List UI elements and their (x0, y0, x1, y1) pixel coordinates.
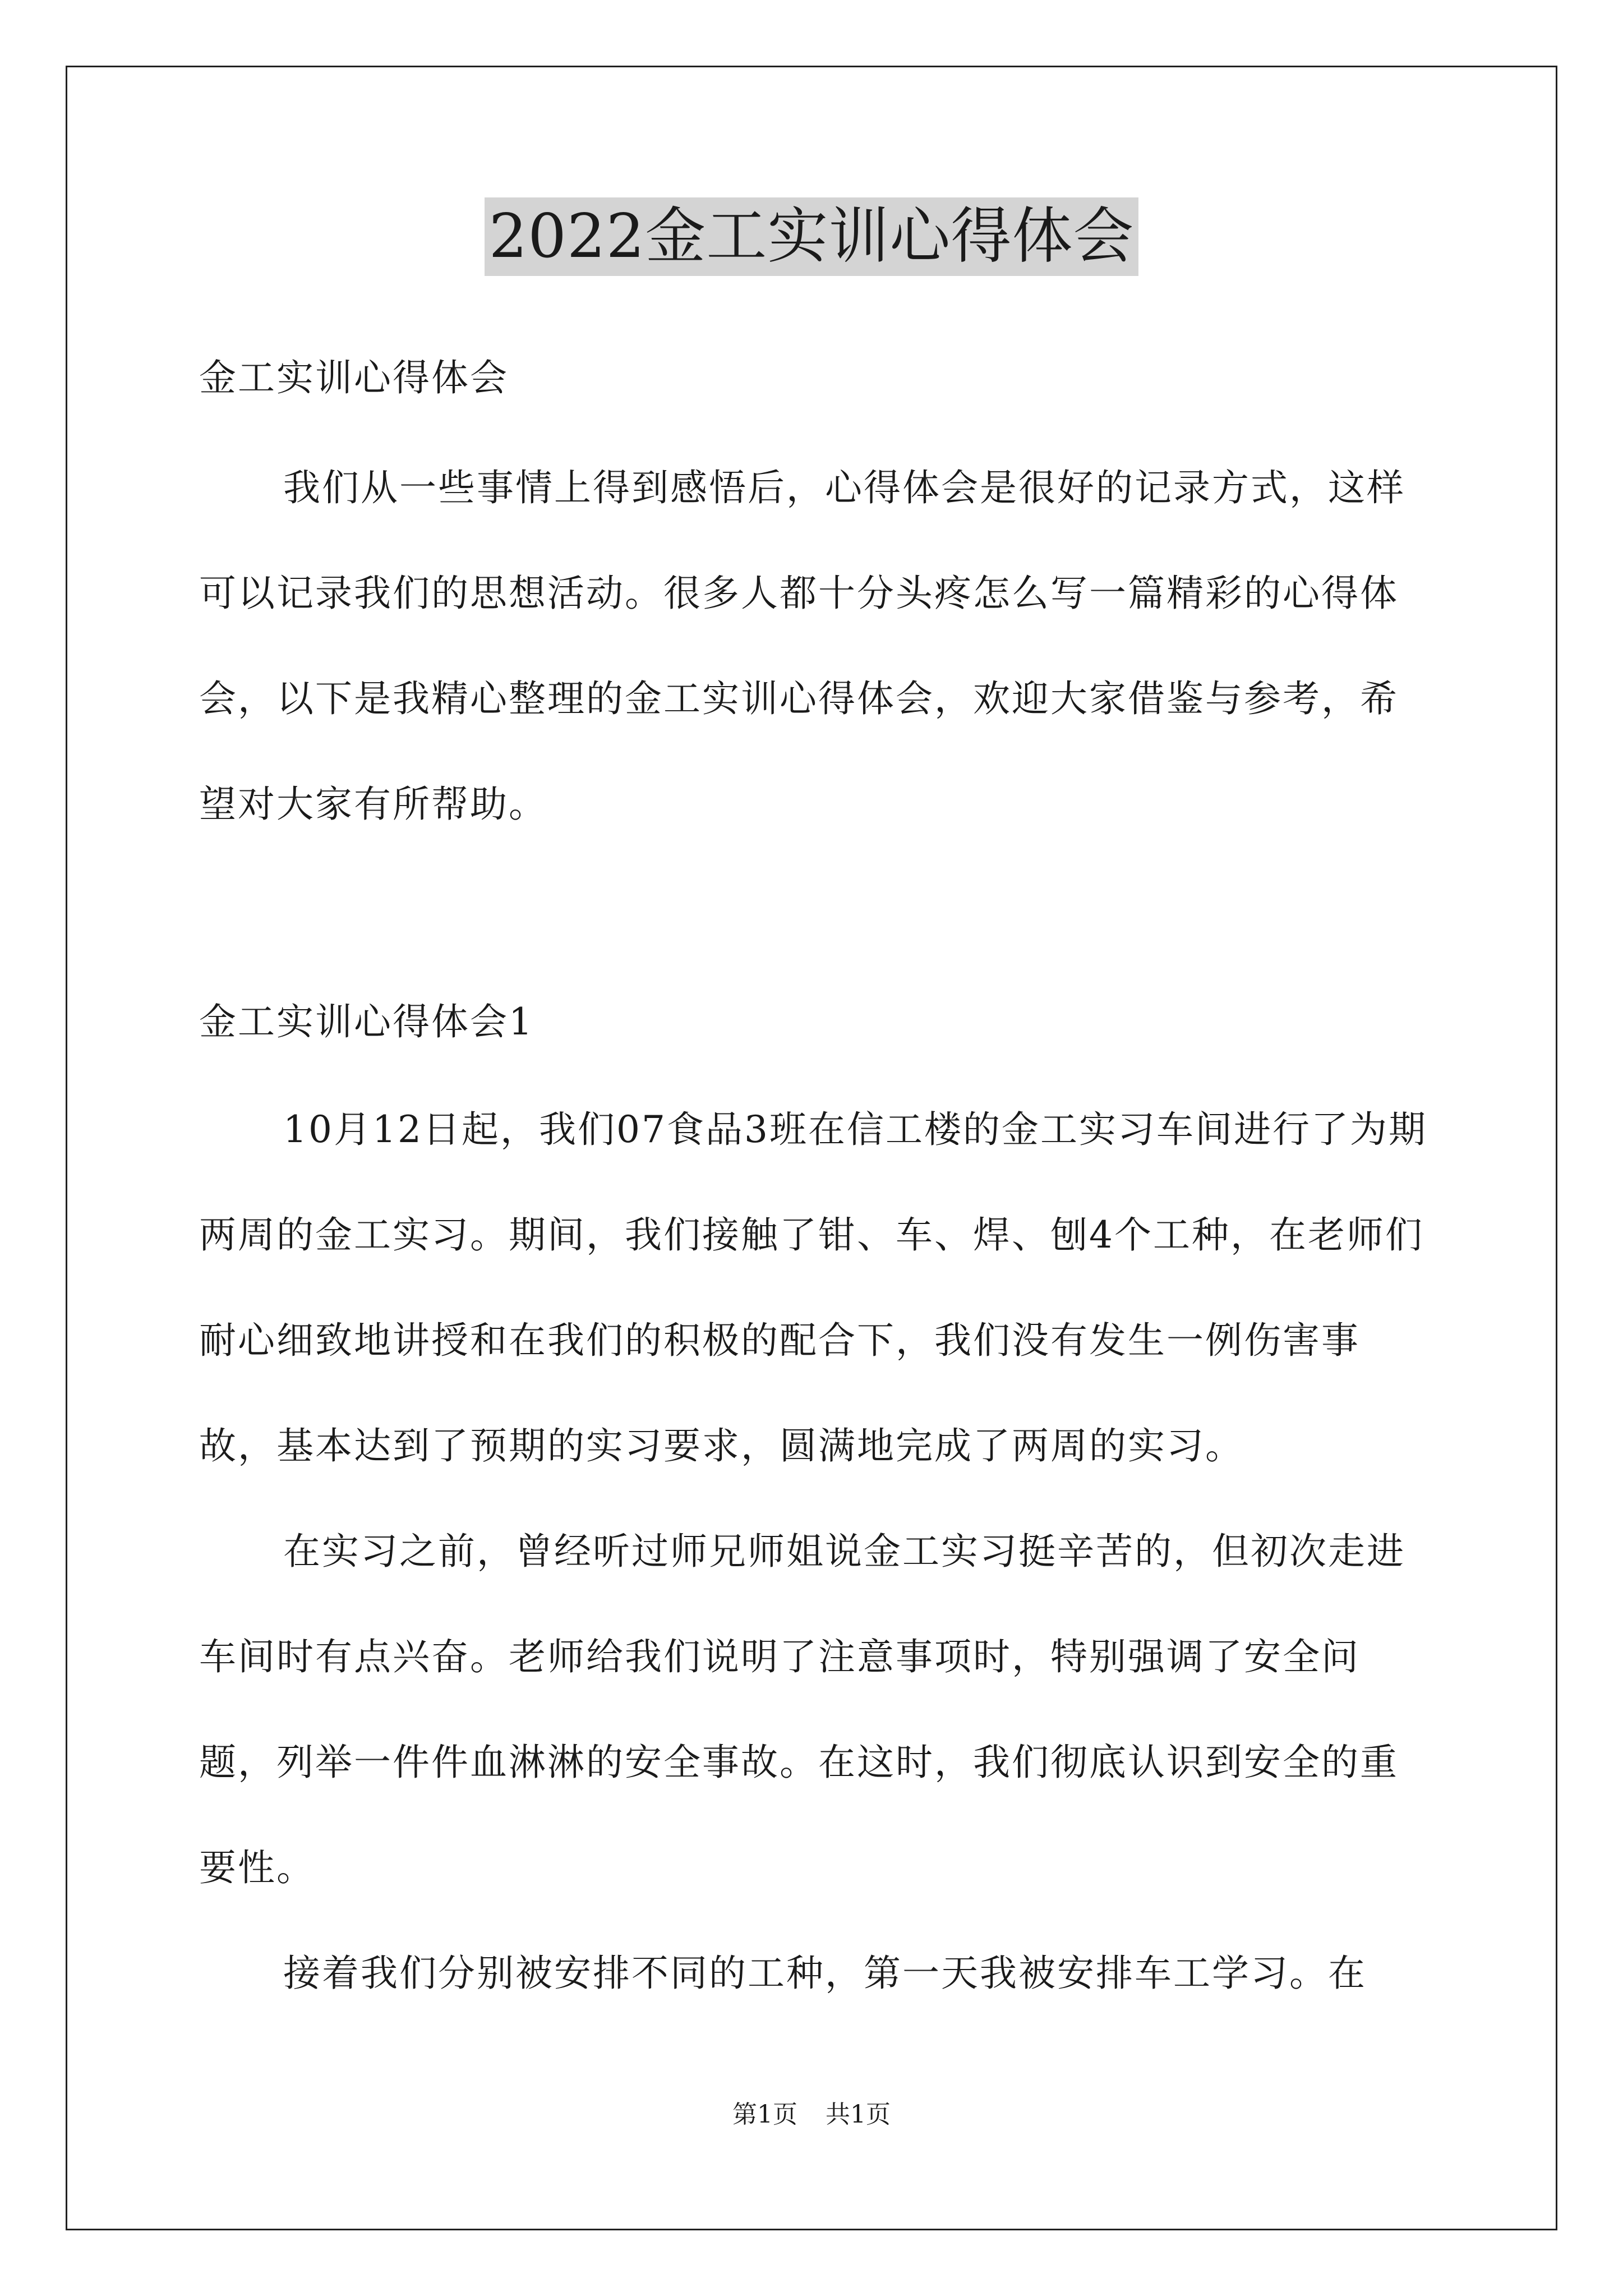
body-paragraph-1: 10月12日起，我们07食品3班在信工楼的金工实习车间进行了为期两周的金工实习。期间，我们接触了钳、车、焊、刨4个工种，在老师们耐心细致地讲授和在我们的积极的配合下，我们没有发生一例伤害事故，基本达到了预期的实习要求，圆满地完成了两周的实习。 (199, 1108, 1427, 1467)
section-heading-1: 金工实训心得体会1 (199, 1000, 534, 1043)
body-paragraph-2: 在实习之前，曾经听过师兄师姐说金工实习挺辛苦的，但初次走进车间时有点兴奋。老师给我们说明了注意事项时，特别强调了安全问题，列举一件件血淋淋的安全事故。在这时，我们彻底认识到安全的重要性。 (199, 1530, 1405, 1889)
intro-paragraph: 我们从一些事情上得到感悟后，心得体会是很好的记录方式，这样可以记录我们的思想活动。很多人都十分头疼怎么写一篇精彩的心得体会，以下是我精心整理的金工实训心得体会，欢迎大家借鉴与参考，希望对大家有所帮助。 (199, 466, 1405, 826)
page-footer (0, 2098, 1623, 2132)
page-total: 共1页 (826, 2100, 891, 2129)
title-wrap (0, 197, 1623, 276)
page-number: 第1页 (732, 2100, 797, 2129)
document-title: 2022金工实训心得体会 (485, 197, 1139, 276)
document-subtitle: 金工实训心得体会 (199, 356, 509, 399)
body-paragraph-3: 接着我们分别被安排不同的工种，第一天我被安排车工学习。在 (283, 1952, 1367, 1995)
